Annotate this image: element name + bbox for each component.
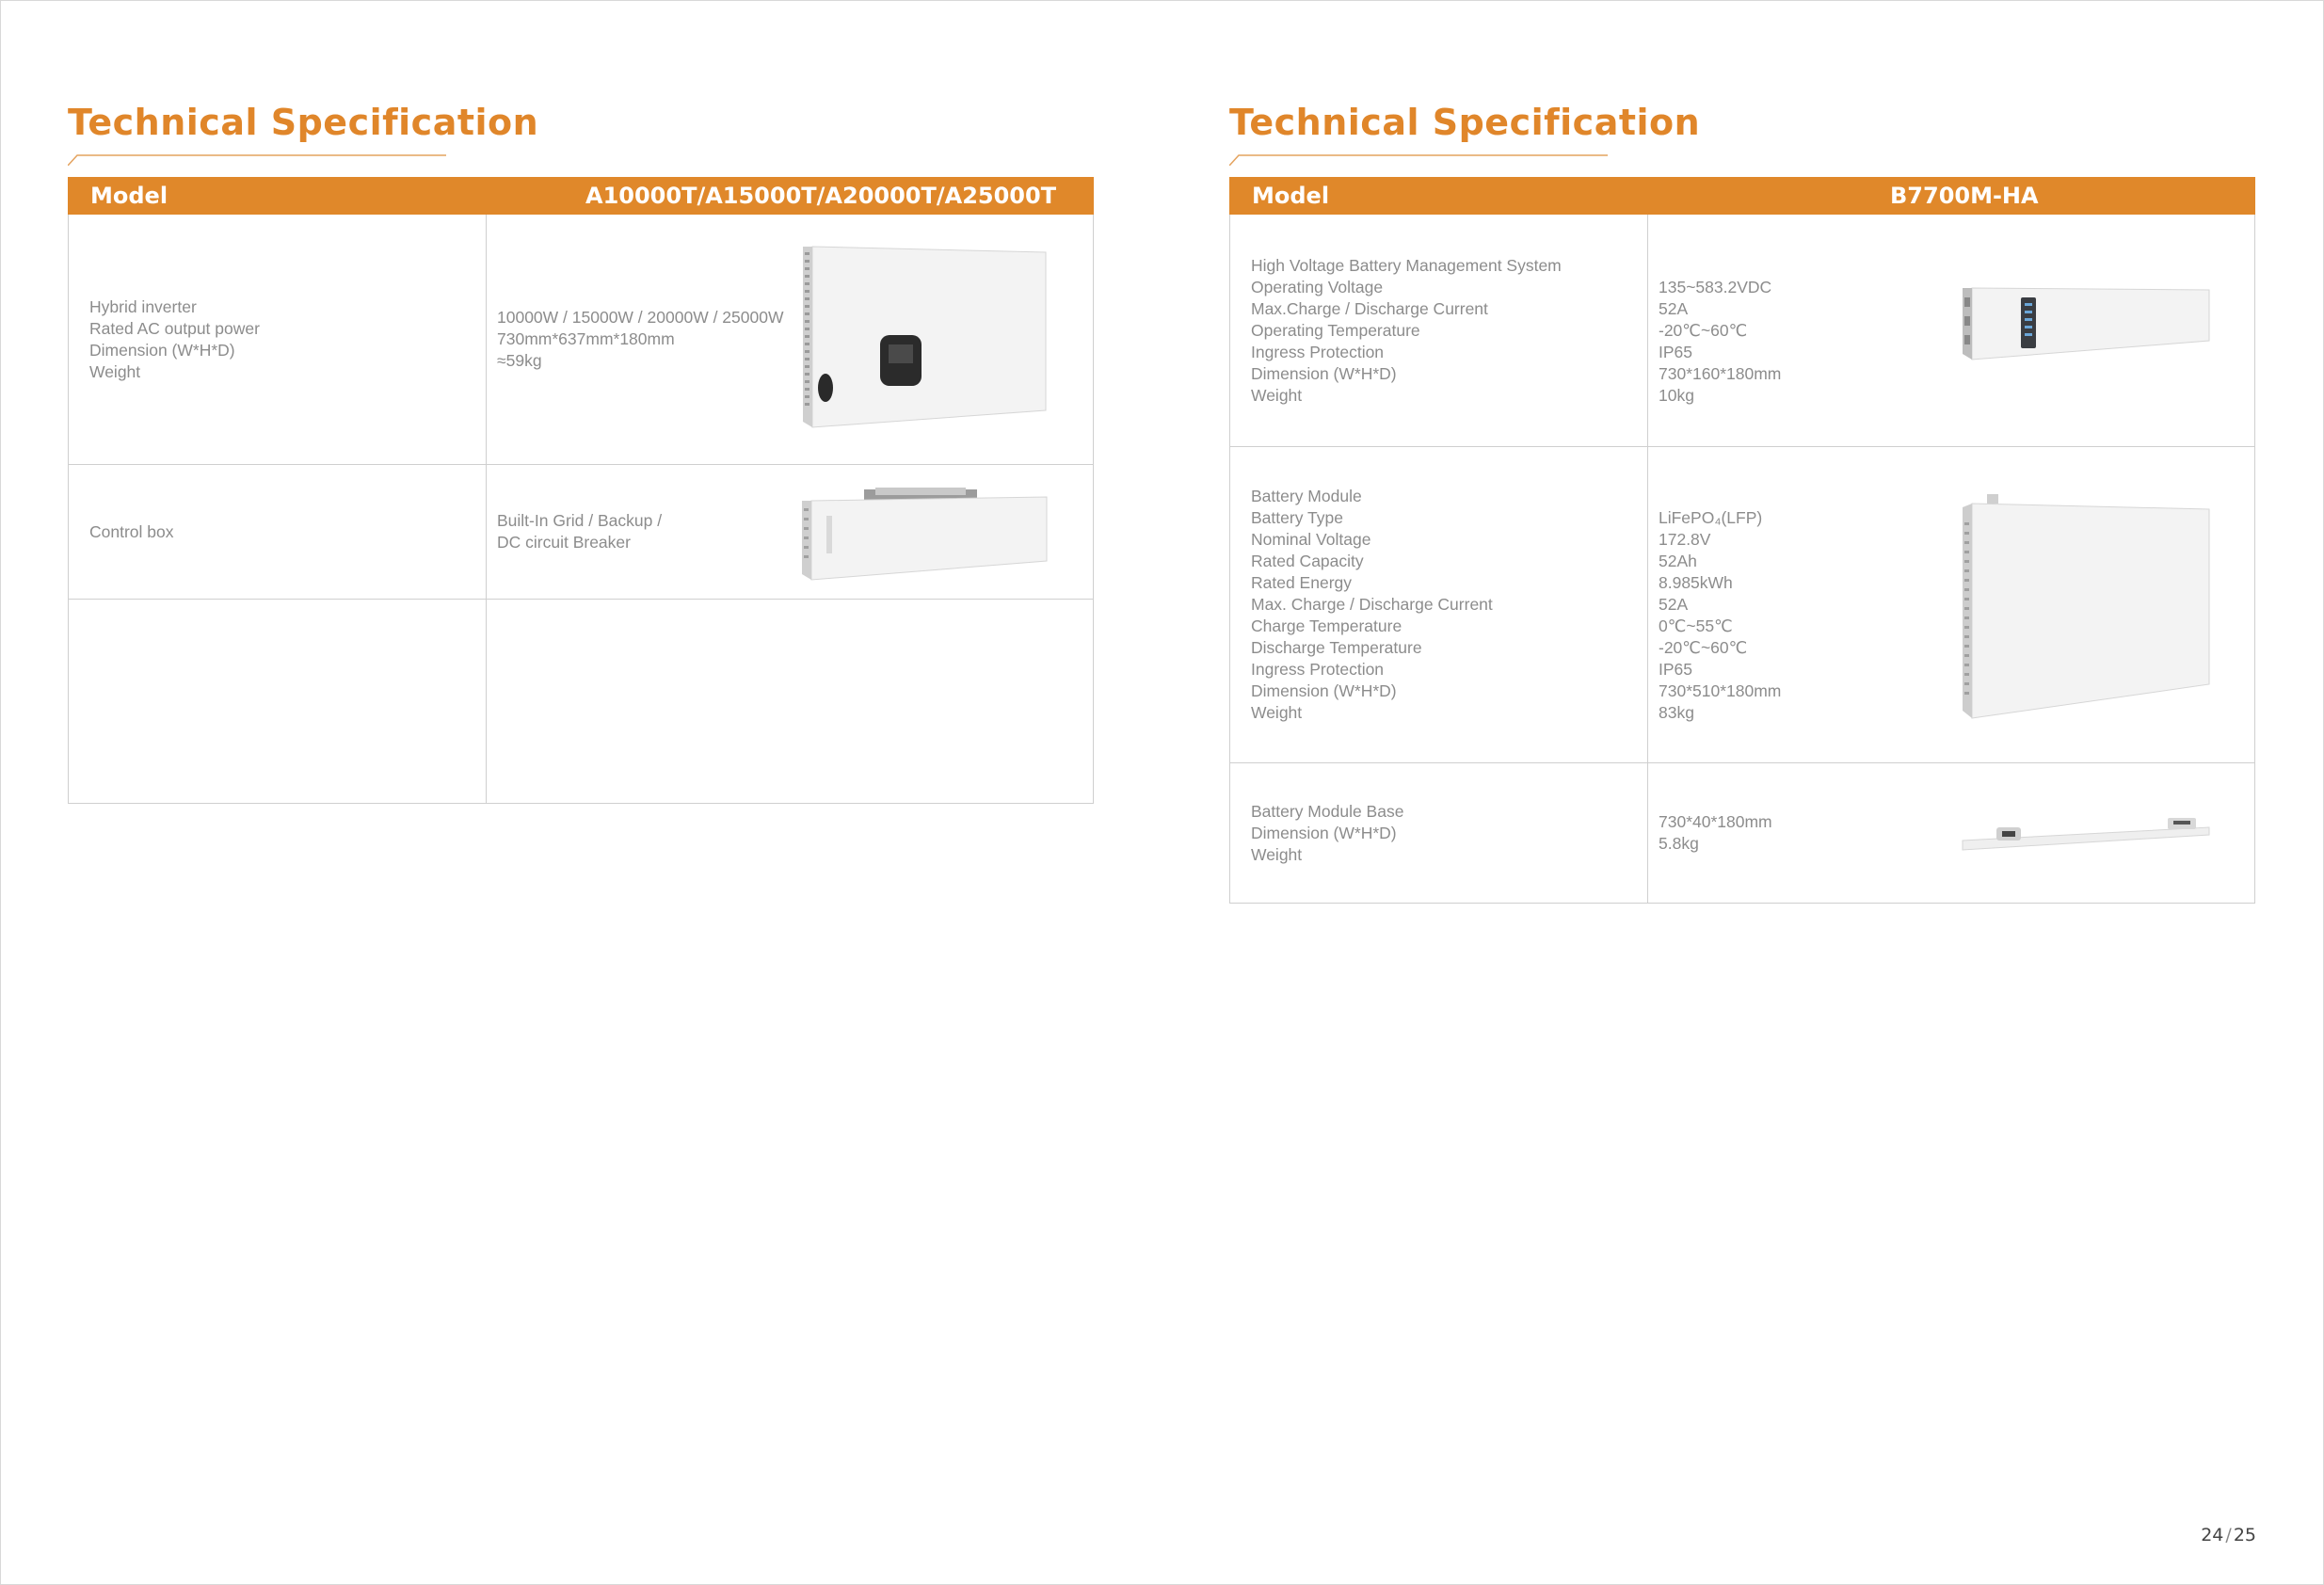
page-current: 24 bbox=[2201, 1525, 2224, 1545]
spec-label-cell bbox=[69, 600, 487, 803]
spec-label-cell bbox=[69, 215, 487, 464]
spec-value: -20℃~60℃ bbox=[1659, 638, 1748, 657]
left-model-value: A10000T/A15000T/A20000T/A25000T bbox=[585, 183, 1057, 209]
page-total: 25 bbox=[2233, 1525, 2256, 1545]
control-box-image bbox=[798, 488, 1052, 591]
spec-label-cell bbox=[1230, 447, 1648, 762]
left-model-label: Model bbox=[90, 183, 168, 209]
spec-label: Operating Voltage bbox=[1251, 277, 1384, 296]
spec-label: Nominal Voltage bbox=[1251, 530, 1371, 549]
spec-label: High Voltage Battery Management System bbox=[1251, 255, 1562, 275]
spec-label-cell bbox=[1230, 215, 1648, 446]
spec-value: 5.8kg bbox=[1659, 834, 1699, 853]
left-title-underline bbox=[68, 154, 446, 166]
table-row bbox=[69, 215, 1093, 465]
spec-label-cell bbox=[69, 465, 487, 599]
right-page-title: Technical Specification bbox=[1229, 102, 1701, 143]
spec-value: 8.985kWh bbox=[1659, 573, 1733, 592]
spec-label: Battery Module Base bbox=[1251, 801, 1404, 821]
spec-value: 730*40*180mm bbox=[1659, 812, 1772, 831]
battery-module-image bbox=[1959, 494, 2213, 729]
left-table-header bbox=[68, 177, 1094, 215]
spec-label-cell bbox=[1230, 763, 1648, 903]
left-page-title: Technical Specification bbox=[68, 102, 539, 143]
table-row bbox=[69, 600, 1093, 803]
spec-label: Rated Capacity bbox=[1251, 552, 1364, 570]
spec-label: Control box bbox=[89, 521, 174, 541]
spec-value: 172.8V bbox=[1659, 530, 1711, 549]
table-row bbox=[1230, 763, 2254, 903]
spec-value: ≈59kg bbox=[497, 351, 542, 370]
spec-label: Rated Energy bbox=[1251, 573, 1353, 592]
spec-value: DC circuit Breaker bbox=[497, 533, 631, 552]
spec-value: 0℃~55℃ bbox=[1659, 616, 1733, 635]
spec-label: Max.Charge / Discharge Current bbox=[1251, 298, 1488, 318]
spec-value: 730mm*637mm*180mm bbox=[497, 329, 675, 348]
spec-label: Hybrid inverter bbox=[89, 296, 197, 316]
spec-label: Operating Temperature bbox=[1251, 320, 1420, 340]
spec-value: 52A bbox=[1659, 595, 1689, 614]
spec-value: IP65 bbox=[1659, 342, 1692, 361]
page-separator: / bbox=[2225, 1525, 2232, 1545]
spec-label: Dimension (W*H*D) bbox=[1251, 823, 1397, 842]
table-row bbox=[69, 465, 1093, 600]
spec-label: Weight bbox=[1251, 844, 1303, 864]
spec-label: Max. Charge / Discharge Current bbox=[1251, 595, 1493, 614]
right-spec-table bbox=[1229, 215, 2255, 904]
spec-label: Rated AC output power bbox=[89, 318, 260, 338]
spec-value: Built-In Grid / Backup / bbox=[497, 511, 663, 530]
spec-label: Ingress Protection bbox=[1251, 660, 1385, 679]
right-title-underline bbox=[1229, 154, 1608, 166]
spec-value: 52A bbox=[1659, 298, 1689, 318]
spec-value: -20℃~60℃ bbox=[1659, 320, 1748, 340]
left-spec-table bbox=[68, 215, 1094, 804]
spec-label: Discharge Temperature bbox=[1251, 638, 1422, 657]
spec-value: 10kg bbox=[1659, 385, 1694, 405]
hybrid-inverter-image bbox=[799, 243, 1053, 431]
spec-value: IP65 bbox=[1659, 660, 1692, 679]
spec-value: 10000W / 15000W / 20000W / 25000W bbox=[497, 308, 784, 327]
spec-value: 83kg bbox=[1659, 703, 1694, 722]
spec-label: Dimension (W*H*D) bbox=[89, 340, 235, 360]
spec-label: Battery Type bbox=[1251, 508, 1343, 527]
spec-value: 730*160*180mm bbox=[1659, 363, 1782, 383]
spec-label: Charge Temperature bbox=[1251, 616, 1402, 635]
battery-base-image bbox=[1959, 810, 2213, 867]
spec-label: Weight bbox=[1251, 385, 1303, 405]
spec-label: Ingress Protection bbox=[1251, 342, 1385, 361]
spec-value: 52Ah bbox=[1659, 552, 1697, 570]
table-row bbox=[1230, 447, 2254, 763]
table-row bbox=[1230, 215, 2254, 447]
spec-value-cell bbox=[488, 215, 798, 464]
right-model-label: Model bbox=[1252, 183, 1330, 209]
right-table-header bbox=[1229, 177, 2255, 215]
bms-unit-image bbox=[1959, 284, 2213, 369]
spec-label: Battery Module bbox=[1251, 487, 1362, 505]
spec-label: Weight bbox=[89, 361, 141, 381]
right-model-value: B7700M-HA bbox=[1890, 183, 2039, 209]
spec-value-cell bbox=[1649, 763, 1960, 903]
spec-value-cell bbox=[488, 465, 798, 599]
spec-label: Dimension (W*H*D) bbox=[1251, 681, 1397, 700]
spec-value: 135~583.2VDC bbox=[1659, 277, 1772, 296]
page-number bbox=[2201, 1525, 2256, 1545]
spec-value-cell bbox=[1649, 215, 1960, 446]
spec-value: LiFePO₄(LFP) bbox=[1659, 508, 1763, 527]
spec-label: Weight bbox=[1251, 703, 1303, 722]
spec-label: Dimension (W*H*D) bbox=[1251, 363, 1397, 383]
spec-value: 730*510*180mm bbox=[1659, 681, 1782, 700]
spec-value-cell bbox=[1649, 447, 1960, 762]
